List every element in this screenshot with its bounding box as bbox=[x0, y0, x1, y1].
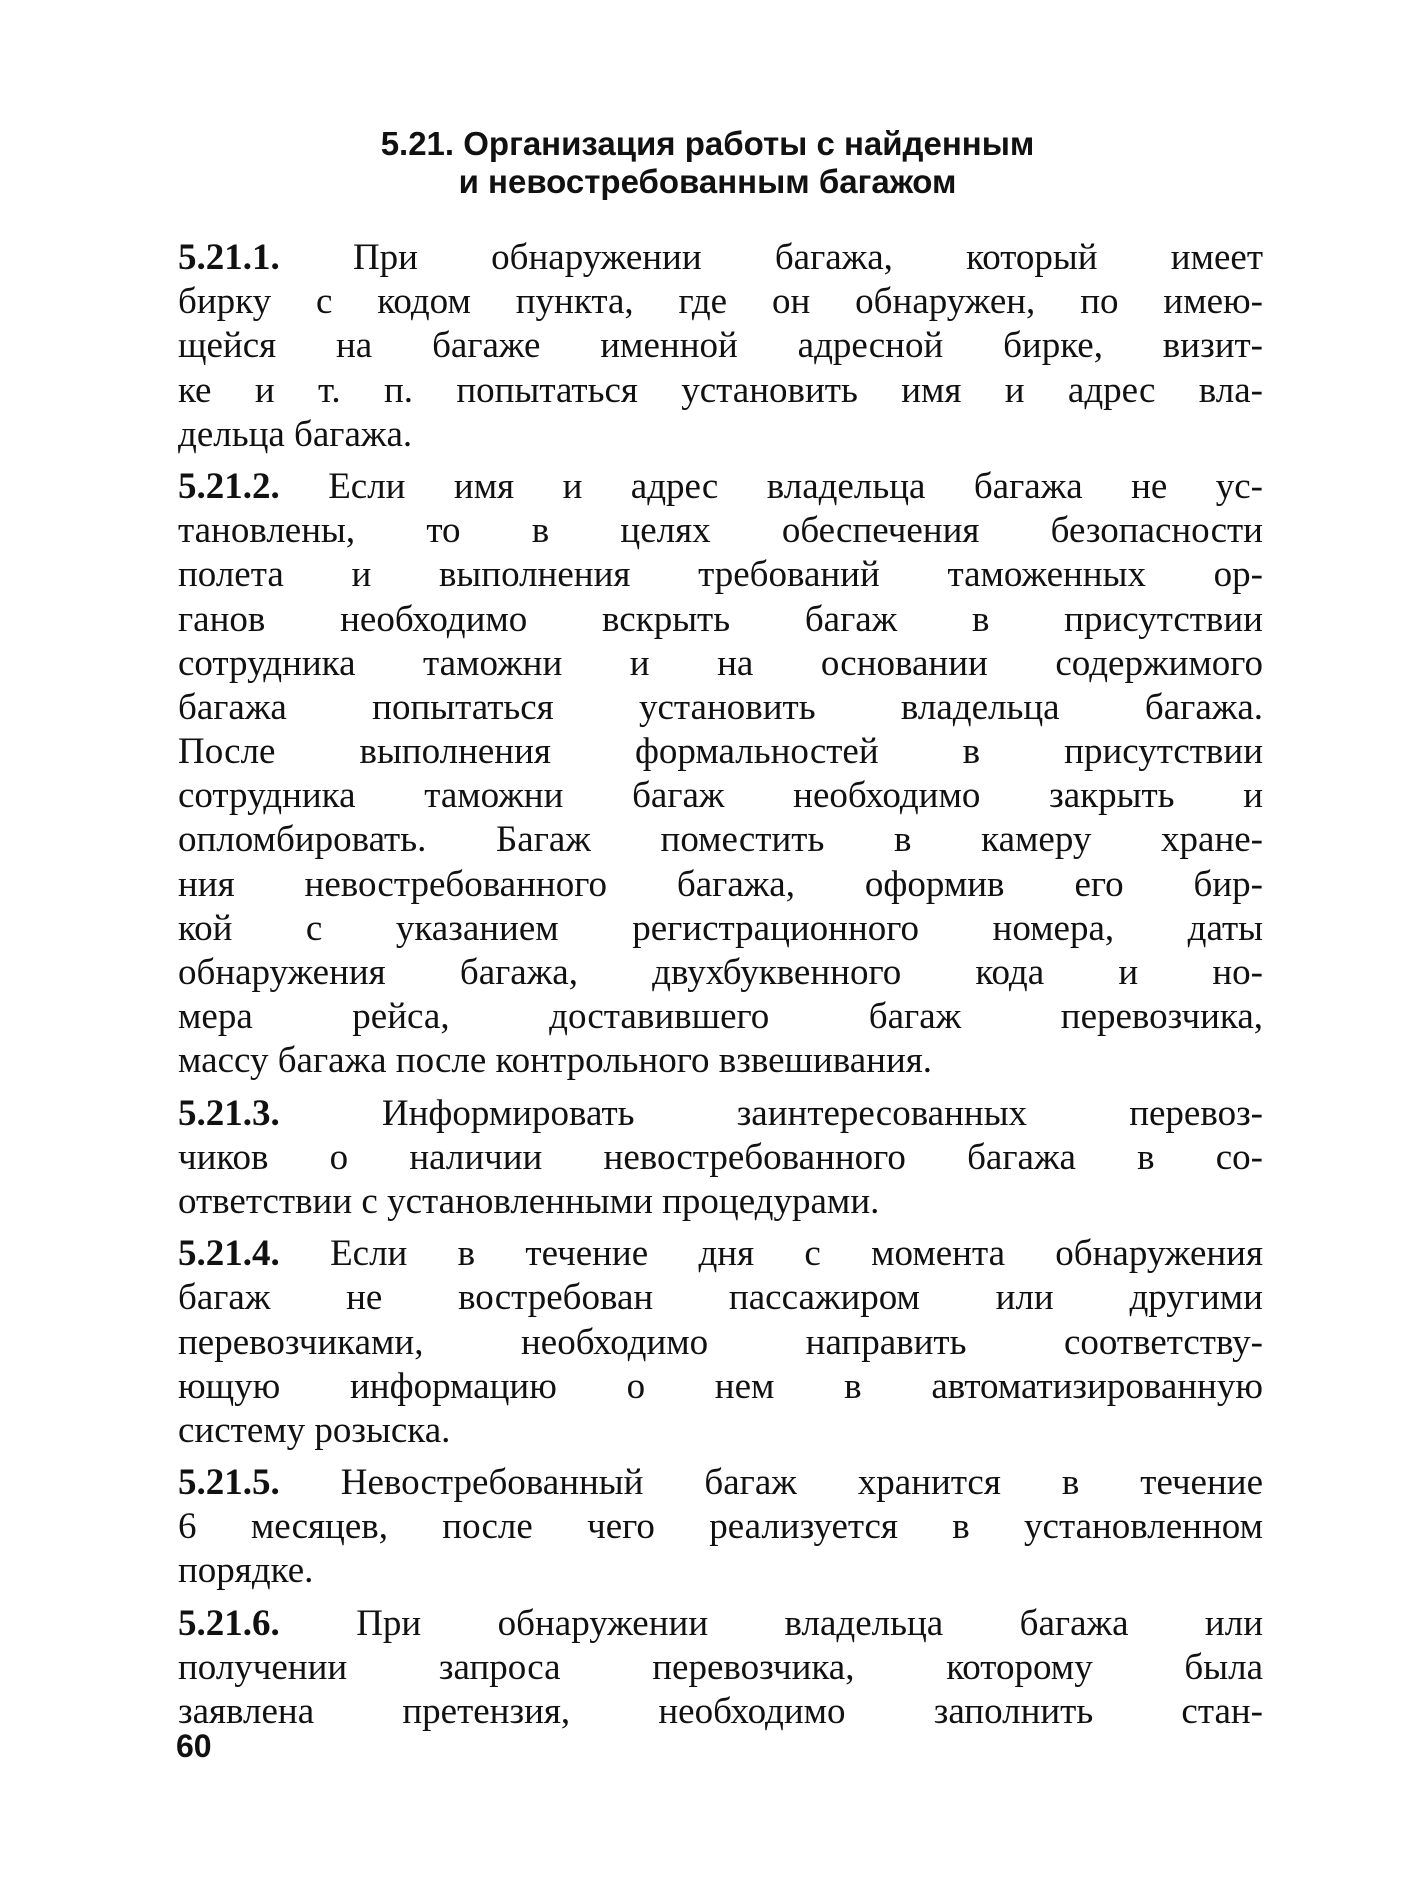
text-line bbox=[178, 1232, 1263, 1276]
paragraph-number: 5.21.5. bbox=[178, 1462, 280, 1504]
text-line: бирку с кодом пункта, где он обнаружен, по имею- bbox=[178, 281, 1263, 323]
paragraph-5-21-2 bbox=[178, 465, 1263, 1084]
text-line: заявлена претензия, необходимо заполнить стан- bbox=[178, 1691, 1263, 1732]
text-line: После выполнения формальностей в присутствии bbox=[178, 731, 1263, 773]
text-line bbox=[178, 236, 1263, 280]
text-line: ния невостребованного багажа, оформив его бир- bbox=[178, 863, 1263, 905]
text-line: массу багажа после контрольного взвешивания. bbox=[178, 1040, 933, 1082]
text-line: сотрудника таможни багаж необходимо закрыть и bbox=[178, 775, 1263, 817]
text-line: мера рейса, доставившего багаж перевозчика, bbox=[178, 996, 1263, 1038]
paragraph-5-21-1 bbox=[178, 236, 1263, 457]
paragraph-number: 5.21.4. bbox=[178, 1233, 280, 1275]
line-text: При обнаружении багажа, который имеет bbox=[352, 237, 1263, 278]
text-line: ганов необходимо вскрыть багаж в присутствии bbox=[178, 598, 1263, 640]
text-line: багажа попытаться установить владельца багажа. bbox=[178, 686, 1263, 728]
section-title-line-2: и невостребованным багажом bbox=[458, 163, 957, 200]
text-line: порядке. bbox=[178, 1550, 314, 1592]
paragraph-5-21-4 bbox=[178, 1232, 1263, 1453]
paragraph-number: 5.21.3. bbox=[178, 1092, 280, 1134]
section-title-line-1: 5.21. Организация работы с найденным bbox=[380, 125, 1035, 162]
text-line: опломбировать. Багаж поместить в камеру хране- bbox=[178, 819, 1263, 861]
text-line: полета и выполнения требований таможенных ор- bbox=[178, 554, 1263, 596]
text-line bbox=[178, 1092, 1263, 1136]
text-line: ющую информацию о нем в автоматизированную bbox=[178, 1365, 1263, 1407]
text-line: систему розыска. bbox=[178, 1409, 451, 1451]
text-line bbox=[178, 1602, 1263, 1646]
text-line bbox=[178, 1461, 1263, 1505]
paragraph-number: 5.21.6. bbox=[178, 1602, 280, 1644]
text-line: чиков о наличии невостребованного багажа в со- bbox=[178, 1136, 1263, 1178]
text-line: ке и т. п. попытаться установить имя и адрес вла- bbox=[178, 369, 1263, 411]
line-text: Информировать заинтересованных перевоз- bbox=[381, 1092, 1264, 1134]
text-line: ответствии с установленными процедурами. bbox=[178, 1180, 880, 1222]
text-line: багаж не востребован пассажиром или другими bbox=[178, 1277, 1263, 1319]
page-number: 60 bbox=[176, 1728, 212, 1764]
paragraph-5-21-5 bbox=[178, 1461, 1263, 1594]
paragraph-number: 5.21.1. bbox=[178, 237, 280, 278]
text-line bbox=[178, 465, 1263, 509]
text-line: получении запроса перевозчика, которому была bbox=[178, 1646, 1263, 1688]
line-text: Если в течение дня с момента обнаружения bbox=[330, 1233, 1264, 1275]
paragraph-number: 5.21.2. bbox=[178, 465, 280, 507]
text-line: дельца багажа. bbox=[178, 413, 413, 455]
text-line: обнаружения багажа, двухбуквенного кода и но- bbox=[178, 952, 1263, 993]
text-line: 6 месяцев, после чего реализуется в установленном bbox=[178, 1506, 1263, 1548]
text-line: сотрудника таможни и на основании содержимого bbox=[178, 642, 1263, 684]
paragraph-5-21-3 bbox=[178, 1092, 1263, 1225]
text-line: перевозчиками, необходимо направить соответству- bbox=[178, 1321, 1263, 1363]
document-body bbox=[178, 236, 1263, 1734]
line-text: При обнаружении владельца багажа или bbox=[356, 1602, 1263, 1644]
line-text: Невостребованный багаж хранится в течение bbox=[340, 1462, 1263, 1504]
paragraph-5-21-6 bbox=[178, 1602, 1263, 1735]
line-text: Если имя и адрес владельца багажа не ус- bbox=[328, 465, 1264, 507]
text-line: щейся на багаже именной адресной бирке, визит- bbox=[178, 325, 1263, 367]
text-line: тановлены, то в целях обеспечения безопасности bbox=[178, 510, 1263, 552]
text-line: кой с указанием регистрационного номера, даты bbox=[178, 907, 1263, 949]
